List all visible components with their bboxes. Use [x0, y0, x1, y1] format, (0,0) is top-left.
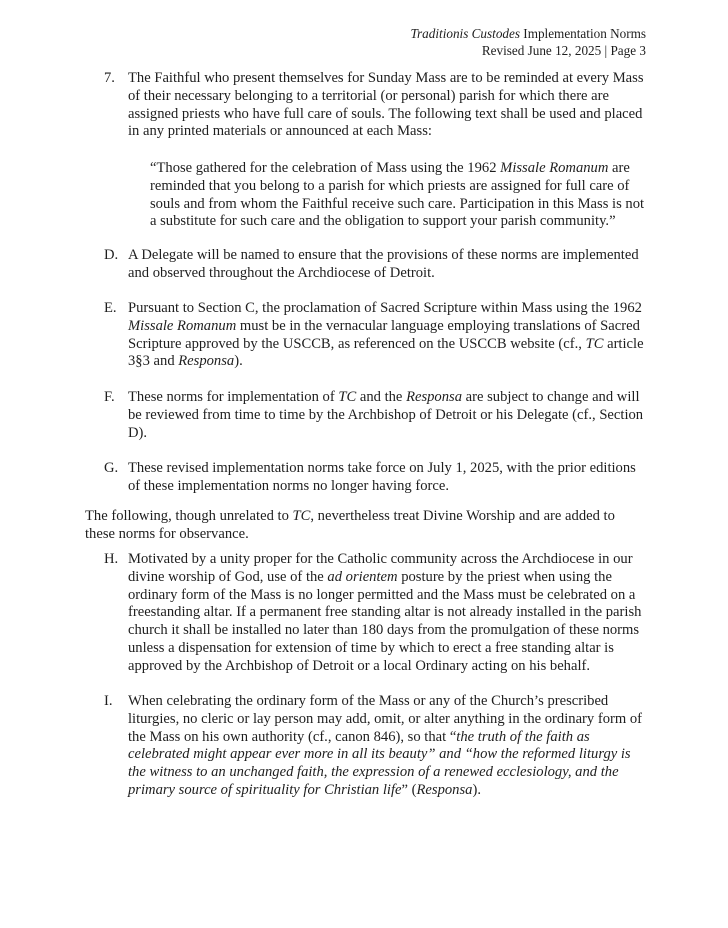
header-title — [410, 26, 646, 43]
header-title-italic: Traditionis Custodes — [410, 26, 520, 41]
block-quote-text — [150, 160, 648, 231]
item-7 — [104, 70, 648, 141]
item-f-part3: and the — [356, 389, 407, 405]
item-i-part5: ). — [472, 781, 481, 798]
item-g — [104, 460, 648, 496]
item-e — [104, 300, 648, 371]
item-i-part3: ” ( — [401, 781, 417, 798]
item-h-part3: posture by the priest when using the ordinary form of the Mass is no longer permitted and the Mass must be celebrated on a freestanding altar. If a permanent free standing altar is not already installed in the parish church it shall be installed no later than 180 days from the promulgation of these norms unless a dispensation for extension of time by which to erect a free standing altar is approved by the Archbishop of Detroit or a local Ordinary acting on his behalf. — [128, 568, 642, 674]
item-i-text — [128, 693, 648, 800]
item-f-label: F. — [104, 389, 115, 405]
item-f-part5: are subject to change and will be reviewed from time to time by the Archbishop of Detroit or his Delegate (cf., Section D). — [128, 389, 644, 441]
item-g-label: G. — [104, 460, 119, 476]
item-f-text — [128, 389, 648, 442]
item-e-label: E. — [104, 300, 117, 316]
item-e-part4: TC — [585, 335, 604, 352]
item-d-text: A Delegate will be named to ensure that the provisions of these norms are implemented and observed throughout the Archdiocese of Detroit. — [128, 247, 639, 281]
item-7-label: 7. — [104, 70, 115, 86]
item-e-part6: Responsa — [178, 353, 235, 370]
item-e-part3: must be in the vernacular language employing translations of Sacred Scripture approved by the USCCB, as referenced on the USCCB website (cf., — [128, 317, 640, 352]
item-f-part4: Responsa — [406, 389, 463, 405]
item-i-part4: Responsa — [416, 781, 473, 798]
item-f-part1: These norms for implementation of — [128, 389, 339, 405]
item-h-part1: Motivated by a unity proper for the Catholic community across the Archdiocese in our divine worship of God, use of the — [128, 551, 633, 585]
item-d-label: D. — [104, 247, 119, 263]
page-header — [410, 26, 646, 59]
item-e-part2: Missale Romanum — [128, 317, 237, 334]
item-h — [104, 551, 648, 676]
quote-part2: Missale Romanum — [500, 160, 609, 176]
intro-part2: TC — [292, 508, 311, 524]
item-i-label: I. — [104, 693, 113, 709]
intro-part1: The following, though unrelated to — [85, 508, 293, 524]
quote-part1: “Those gathered for the celebration of Mass using the 1962 — [150, 160, 501, 176]
block-quote — [150, 160, 648, 231]
item-i-part1: When celebrating the ordinary form of the Mass or any of the Church’s prescribed liturgies, no cleric or lay person may add, omit, or alter anything in the ordinary form of the Mass on his own authority (cf., canon 846), so that “ — [128, 693, 643, 745]
intro-paragraph — [85, 508, 648, 544]
item-e-part7: ). — [234, 353, 243, 370]
item-e-part1: Pursuant to Section C, the proclamation of Sacred Scripture within Mass using the 1962 — [128, 300, 642, 316]
item-g-text: These revised implementation norms take force on July 1, 2025, with the prior editions of these implementation norms no longer having force. — [128, 460, 636, 494]
item-h-part2: ad orientem — [327, 568, 398, 585]
item-7-text: The Faithful who present themselves for Sunday Mass are to be reminded at every Mass of their necessary belonging to a territorial (or personal) parish for which there are assigned priests who have full care of souls. The following text shall be used and placed in any printed materials or announced at each Mass: — [128, 70, 644, 140]
item-f — [104, 389, 648, 442]
item-i — [104, 693, 648, 800]
item-e-part5: article 3§3 and — [128, 335, 644, 370]
quote-part3: are reminded that you belong to a parish for which priests are assigned for full care of souls and from whom the Faithful receive such care. Participation in this Mass is not a substitute for such care and the obligation to support your parish community.” — [150, 160, 645, 230]
header-title-rest: Implementation Norms — [520, 26, 646, 41]
item-d — [104, 247, 648, 283]
item-f-part2: TC — [338, 389, 357, 405]
item-e-text — [128, 300, 648, 371]
item-h-text — [128, 551, 648, 676]
item-i-part2: the truth of the faith as celebrated might appear ever more in all its beauty” and “how the reformed liturgy is the witness to an unchanged faith, the expression of a renewed ecclesiology, and the primary source of spirituality for Christian life — [128, 728, 631, 798]
item-h-label: H. — [104, 551, 119, 567]
intro-text — [85, 508, 648, 544]
header-revised: Revised June 12, 2025 | Page 3 — [481, 42, 646, 58]
intro-part3: , nevertheless treat Divine Worship and are added to these norms for observance. — [85, 508, 615, 542]
